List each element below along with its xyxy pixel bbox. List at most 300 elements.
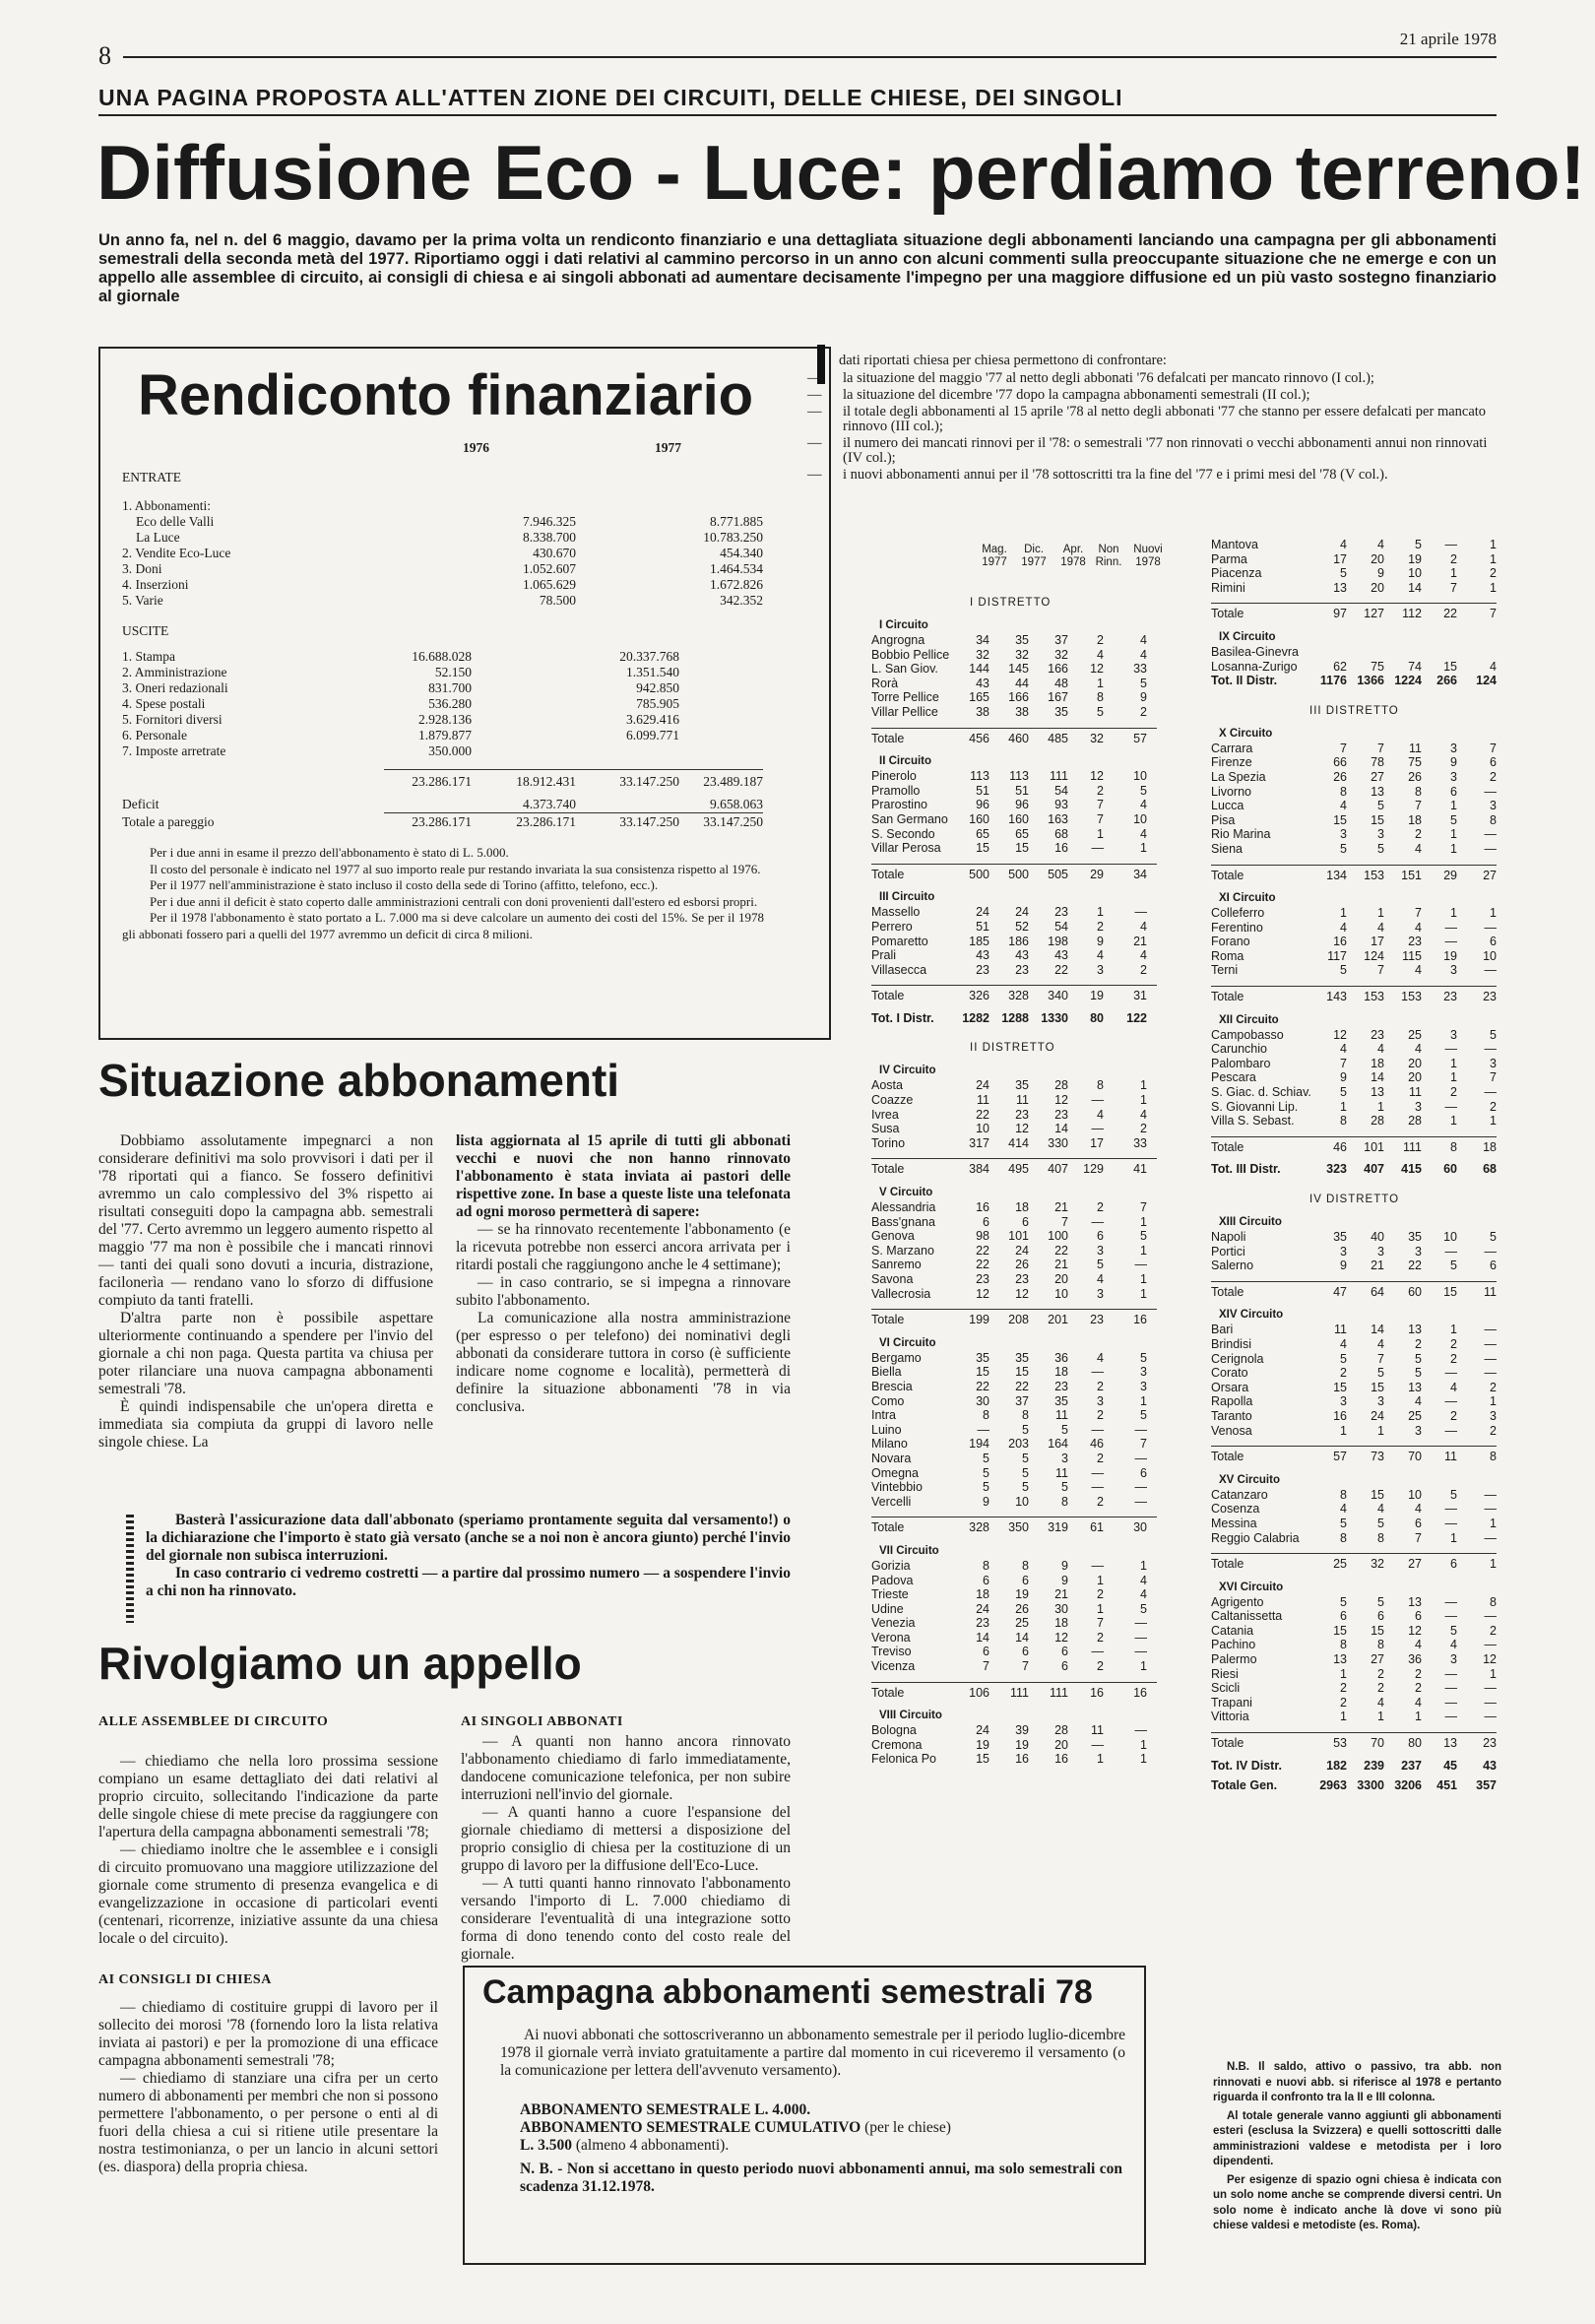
- table-row: [871, 1351, 1157, 1366]
- count-value: 194: [969, 1437, 989, 1452]
- count-value: 2: [1490, 1099, 1497, 1114]
- church-name: San Germano: [871, 811, 948, 826]
- church-name: Siena: [1211, 841, 1243, 856]
- count-value: —: [977, 1422, 989, 1437]
- count-value: 4: [1140, 1587, 1147, 1602]
- count-value: 8: [983, 1558, 989, 1573]
- count-value: 4: [1377, 538, 1384, 551]
- count-value: 62: [1333, 659, 1347, 674]
- count-value: —: [1091, 1214, 1104, 1229]
- count-value: 8: [1097, 1078, 1104, 1093]
- dash-icon: —: [807, 435, 822, 451]
- fin-value-1976: 350.000: [428, 743, 472, 758]
- count-value: 1: [1140, 841, 1147, 856]
- count-value: 14: [1408, 580, 1422, 595]
- count-value: 48: [1054, 676, 1068, 690]
- fin-value-1977: 1.351.540: [626, 665, 679, 679]
- church-name: Venezia: [871, 1616, 916, 1631]
- count-value: 113: [1009, 769, 1029, 784]
- count-value: 5: [1022, 1422, 1029, 1437]
- count-value: 1224: [1394, 674, 1422, 688]
- count-value: 96: [1015, 798, 1029, 812]
- top-rule: [123, 56, 1497, 58]
- count-value: 22: [976, 1258, 989, 1272]
- count-value: 20: [1408, 1070, 1422, 1085]
- fin-total-value: 18.912.431: [516, 774, 576, 789]
- dash-icon: —: [807, 370, 822, 386]
- table-row: [1211, 1638, 1497, 1652]
- church-name: Genova: [871, 1229, 915, 1244]
- column-header-line2: 1978: [1135, 556, 1161, 568]
- count-value: 328: [1008, 989, 1029, 1003]
- count-value: 43: [976, 676, 989, 690]
- church-name: Basilea-Ginevra: [1211, 644, 1299, 659]
- church-name: Totale: [1211, 868, 1244, 882]
- count-value: 1176: [1319, 674, 1347, 688]
- church-name: Losanna-Zurigo: [1211, 659, 1298, 674]
- count-value: —: [1091, 1122, 1104, 1136]
- count-value: 11: [1484, 1284, 1497, 1299]
- church-name: Totale: [1211, 1284, 1244, 1299]
- count-value: 3: [1377, 827, 1384, 842]
- count-value: 3: [1490, 1056, 1497, 1070]
- legend-text: la situazione del dicembre '77 dopo la campagna abbonamenti semestrali (II col.);: [843, 387, 1310, 403]
- count-value: 35: [1054, 1393, 1068, 1408]
- church-name: Rimini: [1211, 580, 1245, 595]
- count-value: 7: [1097, 1616, 1104, 1631]
- table-row: [871, 1136, 1157, 1151]
- count-value: 2: [1415, 1681, 1422, 1696]
- count-value: 4: [1140, 1107, 1147, 1122]
- count-value: 7: [983, 1659, 989, 1674]
- fin-label: 1. Stampa: [122, 649, 175, 664]
- church-name: Agrigento: [1211, 1594, 1264, 1609]
- count-value: 7: [1340, 741, 1347, 755]
- count-value: 16: [1333, 935, 1347, 949]
- circuit-label: V Circuito: [879, 1187, 933, 1199]
- column-header: [975, 544, 1014, 569]
- count-value: 3: [1450, 1652, 1457, 1667]
- count-value: 323: [1326, 1162, 1347, 1177]
- fin-label: 6. Personale: [122, 728, 187, 742]
- legend-item: [807, 388, 1497, 403]
- circuit-label: VI Circuito: [879, 1336, 936, 1349]
- situazione-p5: — se ha rinnovato recentemente l'abbonamento (e la ricevuta potrebbe non esserci ancora arrivata per i ritardi postali che raggiungono anche le 4 settimane);: [456, 1221, 791, 1273]
- church-name: Campobasso: [1211, 1027, 1284, 1042]
- church-name: Corato: [1211, 1366, 1248, 1381]
- count-value: —: [1134, 1630, 1147, 1645]
- count-value: 6: [983, 1573, 989, 1587]
- count-value: 239: [1364, 1758, 1384, 1773]
- count-value: 10: [1408, 1487, 1422, 1502]
- count-value: 3: [1490, 799, 1497, 813]
- subtotal-row: [871, 1162, 1157, 1177]
- count-value: 15: [976, 841, 989, 856]
- count-value: 6: [1377, 1609, 1384, 1624]
- table-row: [871, 1659, 1157, 1674]
- church-name: Vintebbio: [871, 1480, 923, 1495]
- church-name: Totale: [1211, 1736, 1244, 1751]
- count-value: —: [1484, 1681, 1497, 1696]
- church-name: Piacenza: [1211, 566, 1262, 581]
- count-value: 35: [1015, 633, 1029, 647]
- count-value: 11: [1334, 1323, 1347, 1337]
- church-name: Torre Pellice: [871, 690, 939, 705]
- count-value: 4: [1377, 1695, 1384, 1710]
- table-row: [871, 1480, 1157, 1495]
- fin-label: 3. Oneri redazionali: [122, 680, 228, 695]
- count-value: 1366: [1357, 674, 1384, 688]
- church-name: Colleferro: [1211, 906, 1265, 921]
- appello-title: Rivolgiamo un appello: [98, 1638, 582, 1689]
- count-value: 7: [1377, 963, 1384, 978]
- count-value: 25: [1015, 1616, 1029, 1631]
- count-value: 124: [1476, 674, 1497, 688]
- fin-value-1976: 8.338.700: [523, 530, 576, 545]
- count-value: 384: [969, 1162, 989, 1177]
- count-value: 143: [1326, 990, 1347, 1004]
- column-header-line1: Non: [1098, 544, 1119, 555]
- church-name: Carrara: [1211, 741, 1253, 755]
- count-value: 37: [1015, 1393, 1029, 1408]
- count-value: 2: [1140, 962, 1147, 977]
- count-value: 4: [1140, 647, 1147, 662]
- count-value: 19: [1408, 551, 1422, 566]
- count-value: 4: [1415, 1042, 1422, 1057]
- count-value: 5: [1340, 1085, 1347, 1100]
- count-value: 1: [1340, 1423, 1347, 1438]
- count-value: 167: [1048, 690, 1068, 705]
- singoli-item: — A quanti hanno a cuore l'espansione del giornale chiediamo di mettersi a disposizione del proprio consiglio di chiesa per la costituzione di un gruppo di lavoro per la diffusione dell'Eco-Luce.: [461, 1804, 791, 1874]
- table-row: [871, 1616, 1157, 1631]
- fin-value-1977: 1.672.826: [710, 577, 763, 592]
- table-row: [1211, 1381, 1497, 1395]
- count-value: 7: [1415, 1530, 1422, 1545]
- count-value: 6: [1450, 784, 1457, 799]
- fin-value-1976: 16.688.028: [412, 649, 472, 664]
- count-value: 1: [1140, 1093, 1147, 1108]
- table-row: [871, 905, 1157, 920]
- fin-value-1977: 454.340: [720, 546, 763, 560]
- count-value: 15: [976, 1365, 989, 1380]
- count-value: 2: [1450, 1336, 1457, 1351]
- church-name: Felonica Po: [871, 1752, 937, 1767]
- count-value: 16: [976, 1200, 989, 1215]
- count-value: 8: [1340, 1638, 1347, 1652]
- count-value: 1288: [1001, 1010, 1029, 1025]
- count-value: 6: [1022, 1214, 1029, 1229]
- count-value: 18: [976, 1587, 989, 1602]
- count-value: 30: [1133, 1520, 1147, 1535]
- count-value: 5: [1415, 538, 1422, 551]
- total-rule: [871, 985, 1157, 986]
- church-name: Palombaro: [1211, 1056, 1271, 1070]
- church-name: Mantova: [1211, 538, 1258, 551]
- count-value: 4: [1377, 1042, 1384, 1057]
- count-value: 7: [1415, 906, 1422, 921]
- count-value: 12: [1483, 1652, 1497, 1667]
- count-value: 22: [1443, 607, 1457, 621]
- fin-value-1977: 20.337.768: [619, 649, 679, 664]
- count-value: 127: [1364, 607, 1384, 621]
- page-headline: Diffusione Eco - Luce: perdiamo terreno!: [96, 129, 1586, 216]
- table-row: [871, 784, 1157, 799]
- count-value: 5: [1340, 1594, 1347, 1609]
- count-value: 34: [1133, 867, 1147, 881]
- circuit-label: I Circuito: [879, 619, 928, 631]
- count-value: 4: [1415, 1394, 1422, 1409]
- table-row: [871, 1423, 1157, 1438]
- count-value: 203: [1008, 1437, 1029, 1452]
- count-value: 7: [1097, 811, 1104, 826]
- count-value: 7: [1140, 1200, 1147, 1215]
- count-value: 1: [1450, 841, 1457, 856]
- count-value: 115: [1402, 948, 1422, 963]
- count-value: 151: [1401, 868, 1422, 882]
- count-value: 4: [1097, 948, 1104, 963]
- count-value: 5: [1140, 1408, 1147, 1423]
- table-row: [871, 1093, 1157, 1108]
- count-value: —: [1484, 1351, 1497, 1366]
- count-value: 4: [1097, 647, 1104, 662]
- count-value: —: [1484, 1323, 1497, 1337]
- count-value: 5: [1140, 1601, 1147, 1616]
- count-value: 6: [1022, 1573, 1029, 1587]
- fin-total-value: 33.147.250: [619, 774, 679, 789]
- church-name: Orsara: [1211, 1380, 1249, 1394]
- count-value: 3: [1450, 769, 1457, 784]
- column-header: [1053, 544, 1093, 569]
- count-value: 6: [1450, 1557, 1457, 1572]
- kicker-rule: [98, 114, 1497, 116]
- count-value: 8: [983, 1408, 989, 1423]
- table-row: [871, 1215, 1157, 1230]
- dash-icon: —: [807, 387, 822, 403]
- count-value: 185: [969, 934, 989, 948]
- count-value: 3: [1415, 1244, 1422, 1259]
- table-row: [871, 1394, 1157, 1409]
- count-value: 43: [1015, 948, 1029, 963]
- count-value: 32: [1015, 647, 1029, 662]
- legend-text: il totale degli abbonamenti al 15 aprile '78 al netto degli abbonati '77 che stanno per essere defalcati per mancato rinnovo (III col.);: [843, 404, 1487, 434]
- count-value: 1: [1140, 1558, 1147, 1573]
- count-value: 5: [1022, 1465, 1029, 1480]
- count-value: 60: [1443, 1162, 1457, 1177]
- count-value: 1: [1450, 906, 1457, 921]
- count-value: 4: [1340, 799, 1347, 813]
- count-value: 80: [1090, 1010, 1104, 1025]
- count-value: 33: [1133, 1135, 1147, 1150]
- campagna-line2: [520, 2119, 1120, 2137]
- rendiconto-note: Il costo del personale è indicato nel 1977 al suo importo reale pur restando invariata la sua consistenza rispetto al 1976.: [150, 861, 761, 876]
- count-value: 16: [1054, 1752, 1068, 1767]
- table-row: [1211, 1245, 1497, 1259]
- column-header-line2: 1977: [982, 556, 1007, 568]
- singoli-item: — A tutti quanti hanno rinnovato l'abbonamento versando l'importo di L. 7.000 chiediamo di considerare l'eventualità di una integrazione sotto forma di dono tenendo conto del costo reale del giornale.: [461, 1875, 791, 1963]
- church-name: Villar Perosa: [871, 841, 941, 856]
- fin-row: [122, 576, 772, 592]
- count-value: 5: [1415, 1366, 1422, 1381]
- count-value: —: [1134, 1480, 1147, 1495]
- count-value: 4: [1140, 633, 1147, 647]
- count-value: —: [1091, 1645, 1104, 1659]
- count-value: 9: [1061, 1558, 1068, 1573]
- consigli-item: — chiediamo di stanziare una cifra per un certo numero di abbonamenti per membri che non si possono permettere l'abbonamento, o per persone o enti al di fuori della chiesa a cui si ritiene utile presentare la nostra testimonianza, o per un lancio in alcuni settori (es. diaspora) della propria chiesa.: [98, 2070, 438, 2175]
- church-name: Roma: [1211, 948, 1244, 963]
- consigli-list: [98, 1999, 438, 2176]
- table-row: [871, 1380, 1157, 1394]
- count-value: 22: [1054, 1243, 1068, 1258]
- table-row: [1211, 935, 1497, 949]
- table-row: [871, 1244, 1157, 1259]
- appello-col2: [461, 1713, 791, 1964]
- count-value: 3: [1061, 1451, 1068, 1465]
- count-value: 51: [976, 919, 989, 934]
- subtotal-row: [871, 868, 1157, 882]
- count-value: 18: [1408, 812, 1422, 827]
- count-value: —: [1091, 1558, 1104, 1573]
- count-value: 1: [1097, 1573, 1104, 1587]
- count-value: 16: [1054, 841, 1068, 856]
- circuit-label: XI Circuito: [1219, 892, 1276, 905]
- singoli-list: [461, 1733, 791, 1964]
- count-value: 3: [1450, 1027, 1457, 1042]
- count-value: 60: [1408, 1284, 1422, 1299]
- count-value: 1: [1140, 1659, 1147, 1674]
- fin-row: [122, 711, 772, 727]
- count-value: 10: [976, 1122, 989, 1136]
- count-value: 26: [1015, 1601, 1029, 1616]
- table-row: [1211, 1057, 1497, 1071]
- count-value: —: [1444, 1666, 1457, 1681]
- fin-row: [122, 727, 772, 742]
- count-value: 13: [1371, 784, 1384, 799]
- count-value: 27: [1483, 868, 1497, 882]
- fin-label: 7. Imposte arretrate: [122, 743, 226, 758]
- church-name: Pramollo: [871, 783, 921, 798]
- fin-value-1976: 430.670: [533, 546, 576, 560]
- table-row: [1211, 1609, 1497, 1624]
- count-value: 164: [1048, 1437, 1068, 1452]
- count-value: 1: [1097, 826, 1104, 841]
- count-value: 15: [1443, 1284, 1457, 1299]
- count-value: 1: [1490, 1666, 1497, 1681]
- table-row: [871, 948, 1157, 963]
- church-name: Villar Pellice: [871, 704, 938, 719]
- table-right: [1211, 538, 1497, 1799]
- count-value: 14: [1371, 1323, 1384, 1337]
- count-value: 47: [1333, 1284, 1347, 1299]
- deficit-label: Deficit: [122, 797, 160, 811]
- count-value: —: [1484, 963, 1497, 978]
- count-value: 2: [1490, 769, 1497, 784]
- church-name: Totale: [1211, 1450, 1244, 1464]
- pareggio-row: [122, 813, 772, 831]
- count-value: 23: [976, 1272, 989, 1286]
- count-value: 19: [1090, 989, 1104, 1003]
- count-value: 8: [1377, 1530, 1384, 1545]
- count-value: 11: [1091, 1723, 1104, 1738]
- count-value: 23: [1015, 962, 1029, 977]
- count-value: 24: [976, 1723, 989, 1738]
- circuit-label: XIII Circuito: [1219, 1216, 1282, 1228]
- church-name: Brindisi: [1211, 1336, 1251, 1351]
- subtotal-row: [871, 732, 1157, 746]
- count-value: 22: [1054, 962, 1068, 977]
- table-row: [871, 1122, 1157, 1136]
- count-value: —: [1484, 1042, 1497, 1057]
- count-value: 29: [1090, 867, 1104, 881]
- legend-item: [807, 436, 1497, 466]
- subtotal-row: [1211, 1450, 1497, 1464]
- church-name: Vercelli: [871, 1494, 912, 1509]
- count-value: 2: [1140, 1122, 1147, 1136]
- count-value: 10: [1408, 566, 1422, 581]
- count-value: 456: [969, 731, 989, 745]
- count-value: 153: [1401, 990, 1422, 1004]
- count-value: 2: [1097, 1659, 1104, 1674]
- circuit-label: IX Circuito: [1219, 630, 1276, 643]
- count-value: 111: [1049, 769, 1068, 784]
- fin-row: [122, 592, 772, 608]
- count-value: 75: [1371, 659, 1384, 674]
- appello-col1: [98, 1713, 438, 2176]
- count-value: 3: [1140, 1365, 1147, 1380]
- total-row: [1211, 674, 1497, 688]
- table-row: [871, 1752, 1157, 1767]
- church-name: Messina: [1211, 1516, 1257, 1530]
- count-value: 38: [1015, 704, 1029, 719]
- church-name: Omegna: [871, 1465, 919, 1480]
- church-name: Totale: [1211, 607, 1244, 621]
- table-row: [1211, 799, 1497, 813]
- column-header-line1: Nuovi: [1133, 544, 1163, 555]
- count-value: 5: [1377, 841, 1384, 856]
- count-value: 1282: [962, 1010, 989, 1025]
- count-value: 1: [1415, 1710, 1422, 1724]
- count-value: 12: [1054, 1093, 1068, 1108]
- fin-value-1976: 7.946.325: [523, 514, 576, 529]
- table-row: [871, 1723, 1157, 1738]
- count-value: 6: [1490, 1259, 1497, 1273]
- count-value: 4: [1377, 1336, 1384, 1351]
- count-value: 1: [1490, 1516, 1497, 1530]
- count-value: 7: [1377, 741, 1384, 755]
- church-name: Catanzaro: [1211, 1487, 1268, 1502]
- table-row: [871, 1631, 1157, 1646]
- count-value: 11: [1444, 1450, 1457, 1464]
- legend-text: il numero dei mancati rinnovi per il '78: o semestrali '77 non rinnovati o vecchi abbonamenti annui non rinnovati (IV col.);: [843, 435, 1488, 466]
- church-name: Perrero: [871, 919, 913, 934]
- count-value: 22: [976, 1107, 989, 1122]
- fin-value-1976: 78.500: [539, 593, 576, 608]
- campagna-line3b: (almeno 4 abbonamenti).: [575, 2137, 730, 2154]
- count-value: 27: [1371, 1652, 1384, 1667]
- count-value: 4: [1490, 659, 1497, 674]
- count-value: 9: [1340, 1070, 1347, 1085]
- count-value: 101: [1008, 1229, 1029, 1244]
- year-1977: 1977: [655, 440, 681, 455]
- count-value: —: [1134, 905, 1147, 920]
- count-value: 328: [969, 1520, 989, 1535]
- count-value: 1: [1377, 1099, 1384, 1114]
- count-value: 43: [976, 948, 989, 963]
- fin-row: [122, 679, 772, 695]
- count-value: 1: [1377, 1710, 1384, 1724]
- count-value: 23: [1090, 1313, 1104, 1327]
- count-value: —: [1444, 1244, 1457, 1259]
- count-value: 166: [1008, 690, 1029, 705]
